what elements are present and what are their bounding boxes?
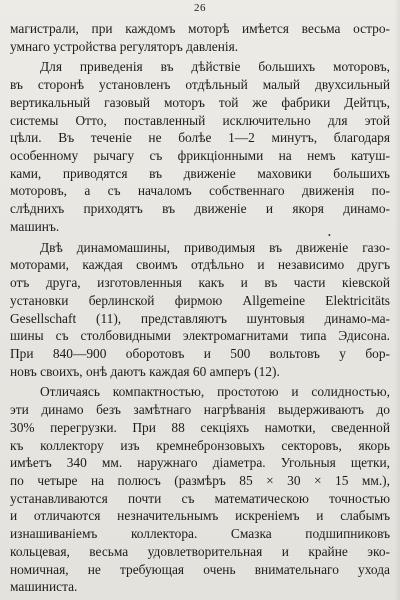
text-line: и отличаются незначительнымъ искреніемъ и слабымъ	[10, 508, 390, 523]
text-line: Двѣ динамомашины, приводимыя въ движеніе газо-	[40, 240, 390, 255]
text-line: къ коллектору изъ кремнебронзовыхъ секторовъ, якорь	[10, 438, 390, 453]
text-line: слѣднихъ приходятъ въ движеніе и якоря динамо-	[10, 201, 390, 216]
text-line: 30% перегрузки. При 88 секціяхъ намотки, сведенной	[10, 420, 390, 435]
text-line: При 840—900 оборотовъ и 500 вольтовъ у бор-	[10, 346, 390, 361]
text-line: Gesellschaft (11), представляютъ шунтовыя динамо-ма-	[10, 311, 390, 326]
text-line: магистрали, при каждомъ моторѣ имѣется весьма остро-	[10, 21, 390, 36]
text-line: ками, приводятся въ движеніе маховики большихъ	[10, 166, 390, 181]
text-line: умнаго устройства регуляторъ давленія.	[10, 39, 239, 54]
text-line: эти динамо безъ замѣтнаго нагрѣванія выдерживаютъ до	[10, 402, 390, 417]
text-line: номичная, не требующая очень внимательнаго ухода	[10, 562, 390, 577]
ink-speck: •	[328, 231, 331, 240]
text-line: машиниста.	[10, 579, 78, 594]
text-line: вертикальный газовый моторъ той же фабрики Дейтцъ,	[10, 95, 390, 110]
text-line: машинъ.	[10, 219, 60, 234]
page-number: 26	[194, 2, 206, 14]
text-line: цѣли. Въ теченіе не болѣе 1—2 минутъ, благодаря	[10, 130, 390, 145]
text-line: по четыре на полюсъ (размѣръ 85 × 30 × 15 мм.),	[10, 473, 390, 488]
text-line: имѣетъ 340 мм. наружнаго діаметра. Угольныя щетки,	[10, 455, 390, 470]
text-line: моторовъ, а съ началомъ собственнаго движенія по-	[10, 183, 390, 198]
text-line: системы Отто, поставленный исключительно для этой	[10, 113, 390, 128]
text-line: новъ своихъ, онѣ даютъ каждая 60 амперъ (12).	[10, 364, 280, 379]
page-edge-shadow	[394, 0, 400, 600]
text-line: устанавливаются почти съ математическою точностью	[10, 491, 390, 506]
text-line: шины съ столбовидными электромагнитами типа Эдисона.	[10, 328, 390, 343]
text-line: установки берлинской фирмою Allgemeine Elektricitäts	[10, 293, 390, 308]
text-line: кольцевая, весьма удовлетворительная и крайне эко-	[10, 544, 390, 559]
text-line: Отличаясь компактностью, простотою и солидностью,	[40, 384, 390, 399]
text-line: моторами, каждая своимъ отдѣльно и независимо другъ	[10, 257, 390, 272]
text-line: особенному рычагу съ фрикціонными на немъ катуш-	[10, 148, 390, 163]
text-line: Для приведенія въ дѣйствіе большихъ моторовъ,	[40, 59, 390, 74]
text-line: изнашиваніемъ коллектора. Смазка подшипниковъ	[10, 526, 390, 541]
text-line: отъ друга, изготовленныя какъ и въ части кіевской	[10, 275, 390, 290]
text-line: въ сторонѣ установленъ отдѣльный малый двухсильный	[10, 77, 390, 92]
